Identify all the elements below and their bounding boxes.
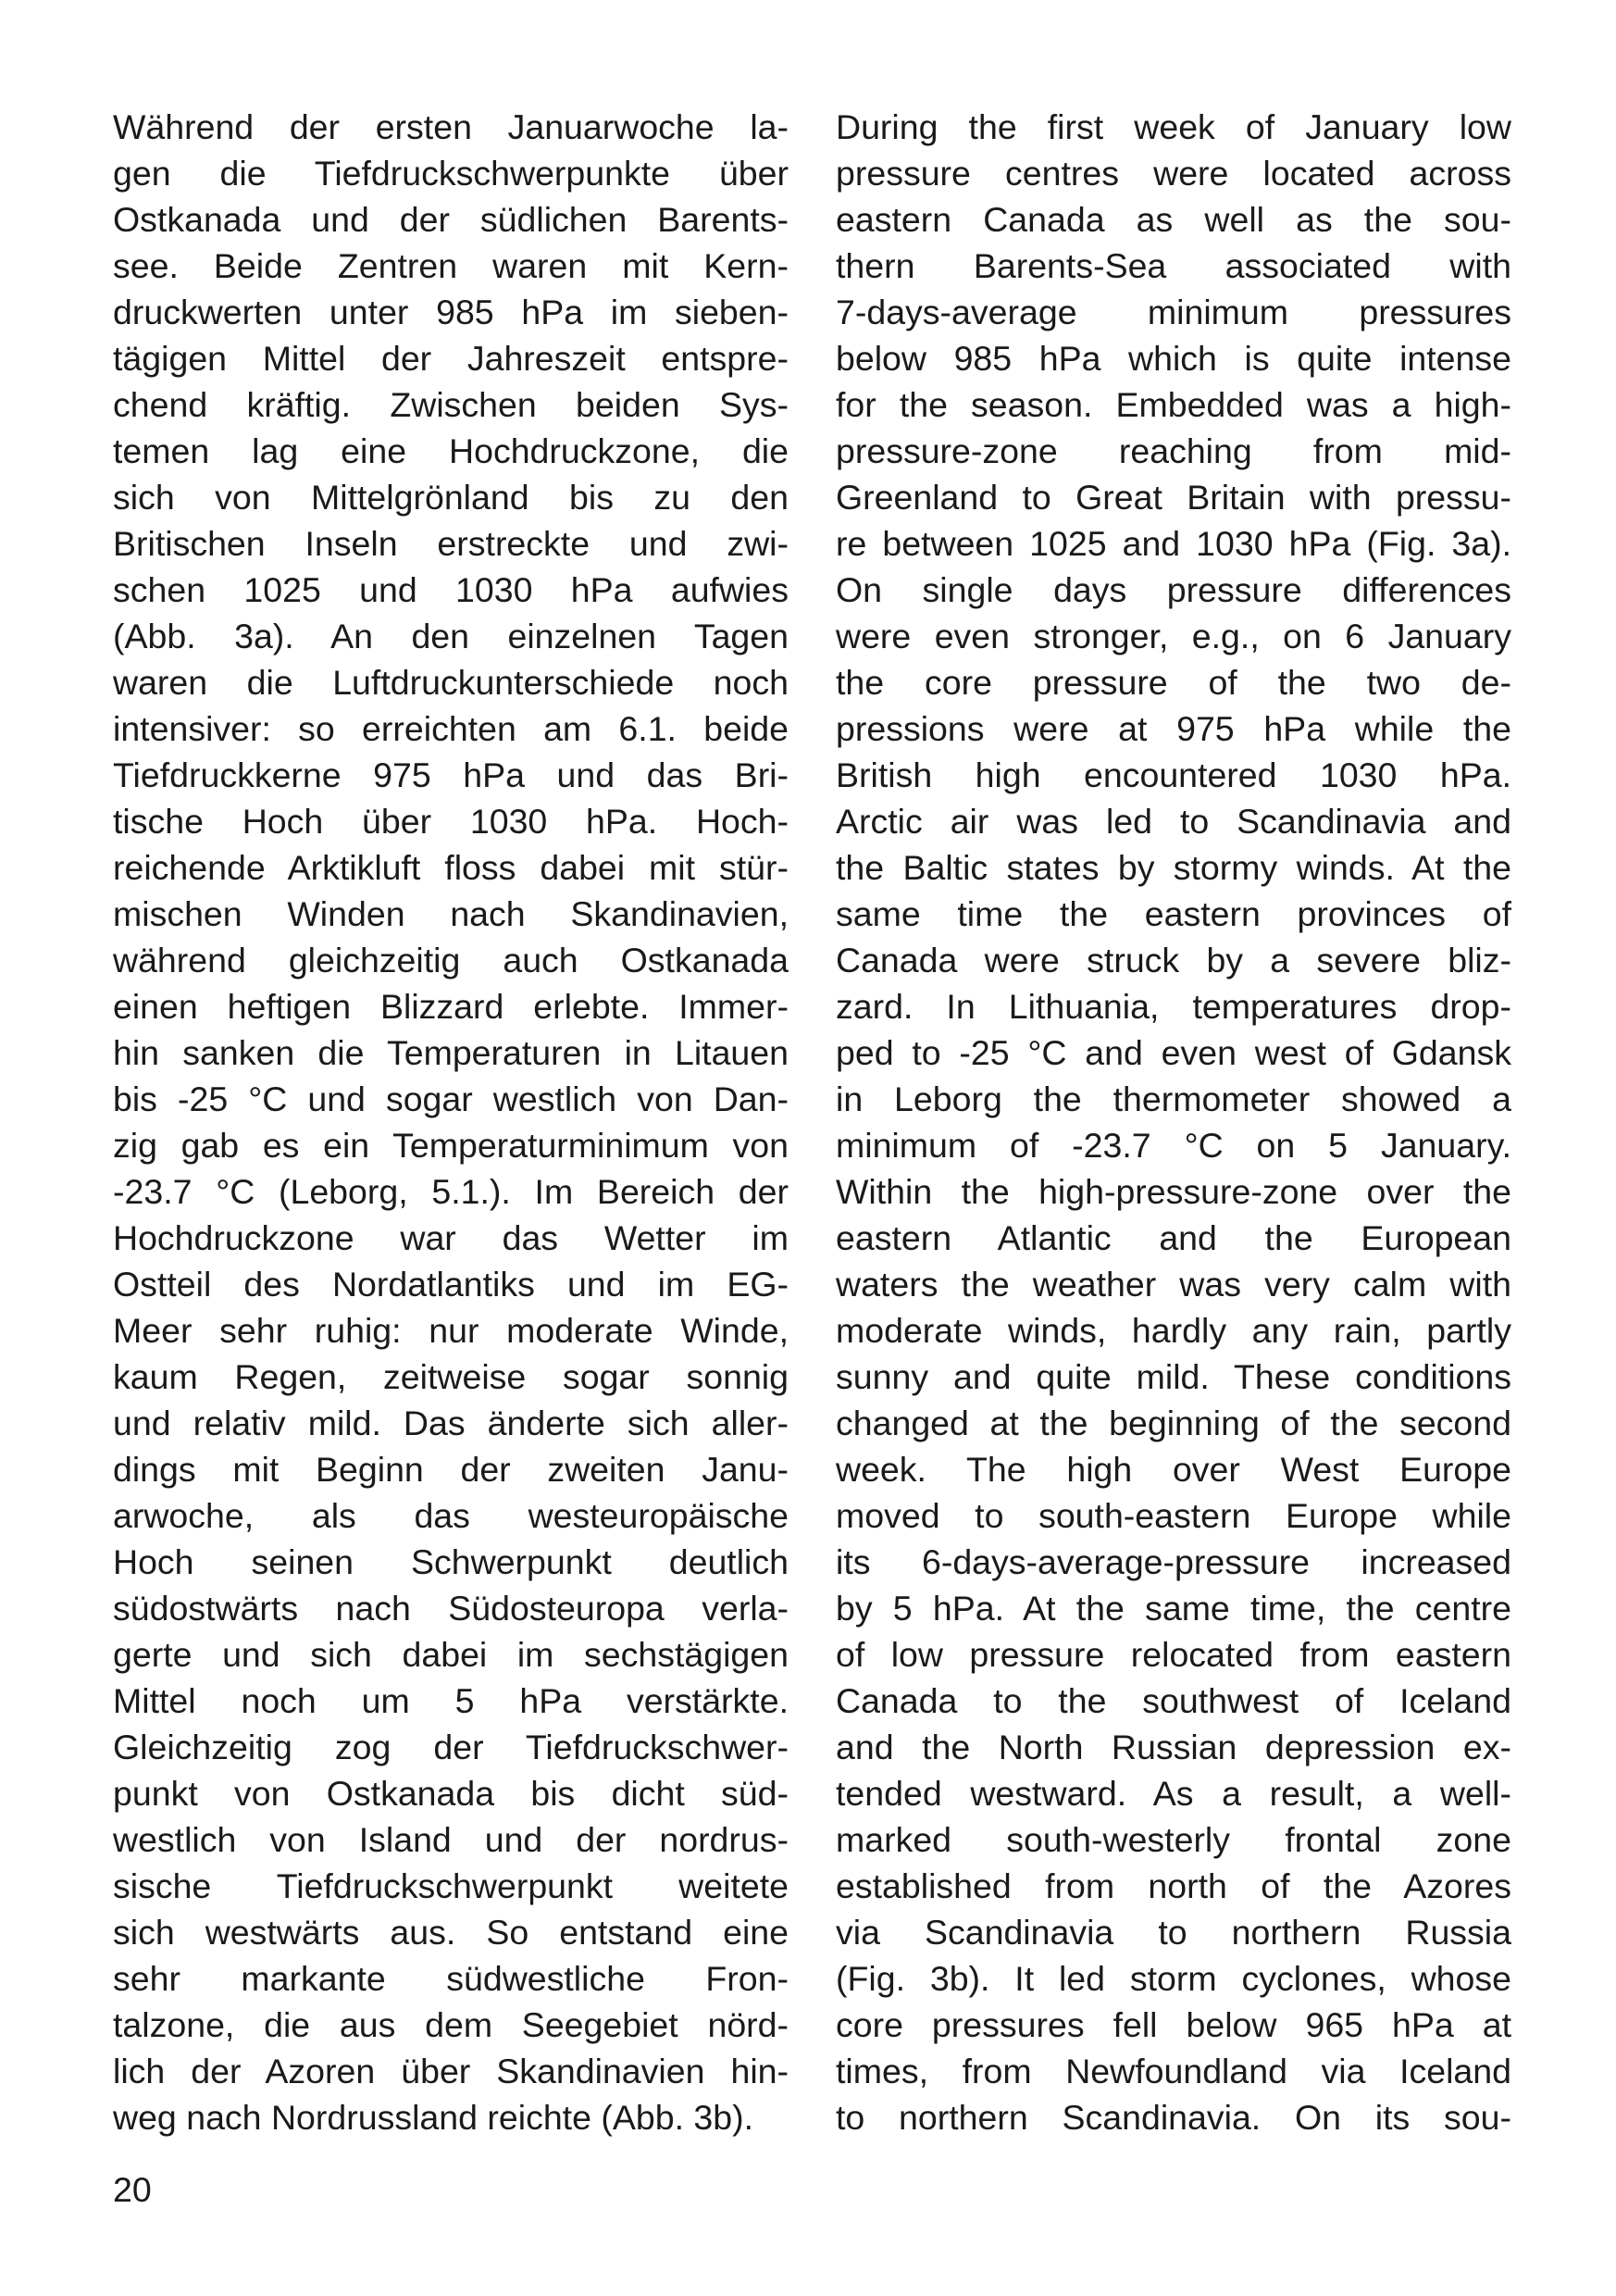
text-line: talzone, die aus dem Seegebiet nörd- bbox=[113, 2005, 789, 2044]
text-line: Canada to the southwest of Iceland bbox=[836, 1681, 1511, 1720]
text-line: chend kräftig. Zwischen beiden Sys- bbox=[113, 385, 789, 424]
text-line: see. Beide Zentren waren mit Kern- bbox=[113, 246, 789, 285]
text-line: ped to -25 °C and even west of Gdansk bbox=[836, 1033, 1511, 1072]
text-line: pressions were at 975 hPa while the bbox=[836, 709, 1511, 748]
text-line: (Fig. 3b). It led storm cyclones, whose bbox=[836, 1959, 1511, 1998]
text-line: waren die Luftdruckunterschiede noch bbox=[113, 663, 789, 702]
text-line: moderate winds, hardly any rain, partly bbox=[836, 1311, 1511, 1350]
text-line: lich der Azoren über Skandinavien hin- bbox=[113, 2052, 789, 2090]
page-number: 20 bbox=[113, 2170, 152, 2209]
text-line: Canada were struck by a severe bliz- bbox=[836, 941, 1511, 980]
text-line: times, from Newfoundland via Iceland bbox=[836, 2052, 1511, 2090]
text-line: zig gab es ein Temperaturminimum von bbox=[113, 1126, 789, 1165]
text-line: hin sanken die Temperaturen in Litauen bbox=[113, 1033, 789, 1072]
text-line: the Baltic states by stormy winds. At the bbox=[836, 848, 1511, 887]
text-line: Greenland to Great Britain with pressu- bbox=[836, 478, 1511, 517]
text-line: Within the high-pressure-zone over the bbox=[836, 1172, 1511, 1211]
text-line: zard. In Lithuania, temperatures drop- bbox=[836, 987, 1511, 1026]
text-line: Meer sehr ruhig: nur moderate Winde, bbox=[113, 1311, 789, 1350]
text-line: bis -25 °C und sogar westlich von Dan- bbox=[113, 1079, 789, 1118]
text-line: intensiver: so erreichten am 6.1. beide bbox=[113, 709, 789, 748]
text-line: its 6-days-average-pressure increased bbox=[836, 1542, 1511, 1581]
text-line: (Abb. 3a). An den einzelnen Tagen bbox=[113, 617, 789, 655]
text-line: dings mit Beginn der zweiten Janu- bbox=[113, 1450, 789, 1489]
text-line: core pressures fell below 965 hPa at bbox=[836, 2005, 1511, 2044]
text-line: Während der ersten Januarwoche la- bbox=[113, 107, 789, 146]
english-text-column bbox=[836, 104, 1511, 2140]
text-line: sich westwärts aus. So entstand eine bbox=[113, 1913, 789, 1952]
text-line: mischen Winden nach Skandinavien, bbox=[113, 894, 789, 933]
text-line: and the North Russian depression ex- bbox=[836, 1728, 1511, 1766]
text-line: pressure centres were located across bbox=[836, 154, 1511, 193]
text-line: tended westward. As a result, a well- bbox=[836, 1774, 1511, 1813]
text-line: re between 1025 and 1030 hPa (Fig. 3a). bbox=[836, 524, 1511, 563]
text-line: to northern Scandinavia. On its sou- bbox=[836, 2098, 1511, 2137]
text-line: während gleichzeitig auch Ostkanada bbox=[113, 941, 789, 980]
text-line: sich von Mittelgrönland bis zu den bbox=[113, 478, 789, 517]
text-line: und relativ mild. Das änderte sich aller- bbox=[113, 1404, 789, 1442]
text-line: were even stronger, e.g., on 6 January bbox=[836, 617, 1511, 655]
text-line: moved to south-eastern Europe while bbox=[836, 1496, 1511, 1535]
text-line: Hochdruckzone war das Wetter im bbox=[113, 1218, 789, 1257]
text-line: -23.7 °C (Leborg, 5.1.). Im Bereich der bbox=[113, 1172, 789, 1211]
text-line: Arctic air was led to Scandinavia and bbox=[836, 802, 1511, 841]
text-line: tägigen Mittel der Jahreszeit entspre- bbox=[113, 339, 789, 378]
text-line: British high encountered 1030 hPa. bbox=[836, 755, 1511, 794]
text-line: punkt von Ostkanada bis dicht süd- bbox=[113, 1774, 789, 1813]
text-line: of low pressure relocated from eastern bbox=[836, 1635, 1511, 1674]
text-line: via Scandinavia to northern Russia bbox=[836, 1913, 1511, 1952]
text-line: same time the eastern provinces of bbox=[836, 894, 1511, 933]
text-line: kaum Regen, zeitweise sogar sonnig bbox=[113, 1357, 789, 1396]
text-line: pressure-zone reaching from mid- bbox=[836, 431, 1511, 470]
text-line: waters the weather was very calm with bbox=[836, 1265, 1511, 1304]
text-line: Tiefdruckkerne 975 hPa und das Bri- bbox=[113, 755, 789, 794]
text-line: einen heftigen Blizzard erlebte. Immer- bbox=[113, 987, 789, 1026]
text-line: by 5 hPa. At the same time, the centre bbox=[836, 1589, 1511, 1628]
german-text-column bbox=[113, 104, 789, 2140]
text-line: westlich von Island und der nordrus- bbox=[113, 1820, 789, 1859]
text-line: During the first week of January low bbox=[836, 107, 1511, 146]
text-line: druckwerten unter 985 hPa im sieben- bbox=[113, 293, 789, 331]
text-line: tische Hoch über 1030 hPa. Hoch- bbox=[113, 802, 789, 841]
text-line: On single days pressure differences bbox=[836, 570, 1511, 609]
text-line: for the season. Embedded was a high- bbox=[836, 385, 1511, 424]
text-line: gen die Tiefdruckschwerpunkte über bbox=[113, 154, 789, 193]
text-line: week. The high over West Europe bbox=[836, 1450, 1511, 1489]
text-line: Britischen Inseln erstreckte und zwi- bbox=[113, 524, 789, 563]
text-line: Gleichzeitig zog der Tiefdruckschwer- bbox=[113, 1728, 789, 1766]
text-line: minimum of -23.7 °C on 5 January. bbox=[836, 1126, 1511, 1165]
text-line: thern Barents-Sea associated with bbox=[836, 246, 1511, 285]
text-line: the core pressure of the two de- bbox=[836, 663, 1511, 702]
text-line: Ostteil des Nordatlantiks und im EG- bbox=[113, 1265, 789, 1304]
text-line: südostwärts nach Südosteuropa verla- bbox=[113, 1589, 789, 1628]
text-line: gerte und sich dabei im sechstägigen bbox=[113, 1635, 789, 1674]
text-line: Hoch seinen Schwerpunkt deutlich bbox=[113, 1542, 789, 1581]
text-line: schen 1025 und 1030 hPa aufwies bbox=[113, 570, 789, 609]
text-line: below 985 hPa which is quite intense bbox=[836, 339, 1511, 378]
text-line: marked south-westerly frontal zone bbox=[836, 1820, 1511, 1859]
text-line: sische Tiefdruckschwerpunkt weitete bbox=[113, 1866, 789, 1905]
text-line: Mittel noch um 5 hPa verstärkte. bbox=[113, 1681, 789, 1720]
text-line: arwoche, als das westeuropäische bbox=[113, 1496, 789, 1535]
text-line: sehr markante südwestliche Fron- bbox=[113, 1959, 789, 1998]
text-line: sunny and quite mild. These conditions bbox=[836, 1357, 1511, 1396]
text-line: weg nach Nordrussland reichte (Abb. 3b). bbox=[113, 2098, 754, 2137]
text-line: eastern Canada as well as the sou- bbox=[836, 200, 1511, 239]
text-line: reichende Arktikluft floss dabei mit stür- bbox=[113, 848, 789, 887]
text-line: changed at the beginning of the second bbox=[836, 1404, 1511, 1442]
text-line: eastern Atlantic and the European bbox=[836, 1218, 1511, 1257]
text-line: in Leborg the thermometer showed a bbox=[836, 1079, 1511, 1118]
text-line: Ostkanada und der südlichen Barents- bbox=[113, 200, 789, 239]
text-line: 7-days-average minimum pressures bbox=[836, 293, 1511, 331]
text-line: temen lag eine Hochdruckzone, die bbox=[113, 431, 789, 470]
text-line: established from north of the Azores bbox=[836, 1866, 1511, 1905]
